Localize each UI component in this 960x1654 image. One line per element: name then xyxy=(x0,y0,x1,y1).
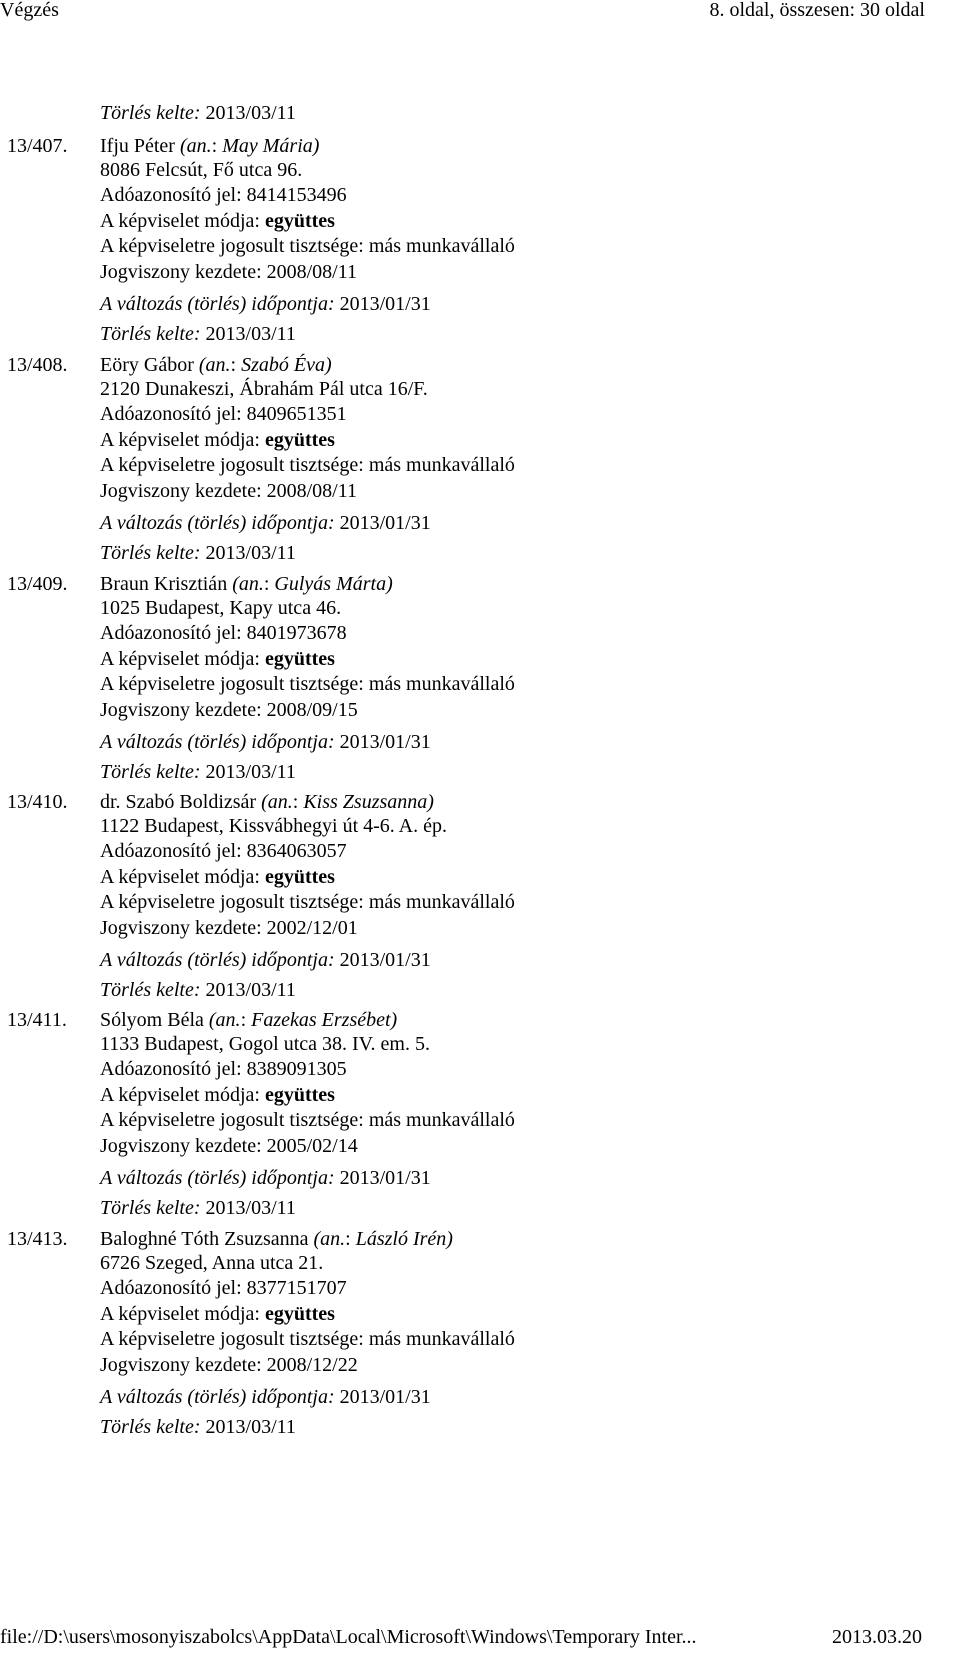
employment-start-label: Jogviszony kezdete: xyxy=(100,699,267,721)
address xyxy=(100,1031,430,1057)
deletion-date-label: Törlés kelte: xyxy=(100,1197,206,1219)
representation-mode-line xyxy=(100,427,335,453)
position-text: A képviseletre jogosult tisztsége: más munkavállaló xyxy=(100,1328,515,1350)
address xyxy=(100,376,428,402)
employment-start-label: Jogviszony kezdete: xyxy=(100,261,267,283)
change-date-line xyxy=(100,510,431,536)
an-open: (an. xyxy=(308,1228,346,1250)
entry-number: 13/410. xyxy=(7,791,68,813)
employment-start: 2008/08/11 xyxy=(266,261,357,283)
representation-mode-value: együttes xyxy=(264,648,335,670)
an-open: (an. xyxy=(193,354,231,376)
deletion-date-line xyxy=(100,540,296,566)
position-text: A képviseletre jogosult tisztsége: más munkavállaló xyxy=(100,1109,515,1131)
position-line xyxy=(100,671,515,697)
deletion-date: 2013/03/11 xyxy=(205,542,296,564)
change-date-label: A változás (törlés) időpontja: xyxy=(100,1167,340,1189)
entry-number: 13/408. xyxy=(7,354,68,376)
representation-mode-label: A képviselet módja: xyxy=(100,866,265,888)
representation-mode-label: A képviselet módja: xyxy=(100,429,265,451)
mother-name: Gulyás Márta xyxy=(274,573,387,595)
employment-start: 2008/08/11 xyxy=(266,480,357,502)
representation-mode-value: együttes xyxy=(264,866,335,888)
address-text: 1133 Budapest, Gogol utca 38. IV. em. 5. xyxy=(100,1033,430,1055)
entry-number: 13/407. xyxy=(7,135,68,157)
representation-mode-label: A képviselet módja: xyxy=(100,210,265,232)
document-title: Végzés xyxy=(0,0,59,21)
deletion-date-line xyxy=(100,1195,296,1221)
an-colon: : xyxy=(240,1009,252,1031)
an-open: (an. xyxy=(174,135,212,157)
position-line xyxy=(100,233,515,259)
entry-number: 13/413. xyxy=(7,1228,68,1250)
employment-start-line xyxy=(100,478,357,504)
an-colon: : xyxy=(345,1228,356,1250)
change-date-line xyxy=(100,291,431,317)
position-text: A képviseletre jogosult tisztsége: más munkavállaló xyxy=(100,891,515,913)
employment-start: 2002/12/01 xyxy=(266,917,358,939)
an-colon: : xyxy=(292,791,304,813)
change-date: 2013/01/31 xyxy=(339,731,431,753)
tax-id-label: Adóazonosító jel: xyxy=(100,622,247,644)
change-date-label: A változás (törlés) időpontja: xyxy=(100,1386,340,1408)
representation-mode-line xyxy=(100,1082,335,1108)
tax-id: 8389091305 xyxy=(246,1058,347,1080)
mother-name: Kiss Zsuzsanna xyxy=(303,791,428,813)
representation-mode-value: együttes xyxy=(264,1084,335,1106)
position-line xyxy=(100,889,515,915)
mother-name: Szabó Éva xyxy=(241,354,325,376)
an-colon: : xyxy=(211,135,223,157)
tax-id: 8364063057 xyxy=(246,840,347,862)
name-line xyxy=(100,1226,453,1252)
deletion-date-line xyxy=(100,321,296,347)
tax-id: 8414153496 xyxy=(246,184,347,206)
representation-mode-label: A képviselet módja: xyxy=(100,648,265,670)
change-date-label: A változás (törlés) időpontja: xyxy=(100,731,340,753)
deletion-date-label: Törlés kelte: xyxy=(100,979,206,1001)
employment-start-label: Jogviszony kezdete: xyxy=(100,1354,267,1376)
address-text: 2120 Dunakeszi, Ábrahám Pál utca 16/F. xyxy=(100,378,428,400)
employment-start-line xyxy=(100,697,358,723)
deletion-date: 2013/03/11 xyxy=(205,979,296,1001)
change-date: 2013/01/31 xyxy=(339,1167,431,1189)
deletion-date-line xyxy=(100,759,296,785)
person-name: Eöry Gábor xyxy=(100,354,194,376)
tax-id-label: Adóazonosító jel: xyxy=(100,403,247,425)
deletion-date: 2013/03/11 xyxy=(205,1197,296,1219)
change-date-label: A változás (törlés) időpontja: xyxy=(100,949,340,971)
tax-id-line xyxy=(100,182,347,208)
page-header xyxy=(0,0,925,23)
deletion-date-line xyxy=(100,1414,296,1440)
tax-id-line xyxy=(100,838,347,864)
deletion-date: 2013/03/11 xyxy=(205,761,296,783)
mother-name: László Irén xyxy=(355,1228,447,1250)
employment-start-line xyxy=(100,915,358,941)
tax-id-line xyxy=(100,1056,347,1082)
an-close: ) xyxy=(446,1228,453,1250)
address-text: 1122 Budapest, Kissvábhegyi út 4-6. A. ép. xyxy=(100,815,448,837)
deletion-date-label: Törlés kelte: xyxy=(100,761,206,783)
an-open: (an. xyxy=(203,1009,241,1031)
person-name: Baloghné Tóth Zsuzsanna xyxy=(100,1228,309,1250)
person-name: Ifju Péter xyxy=(100,135,175,157)
an-colon: : xyxy=(263,573,275,595)
representation-mode-label: A képviselet módja: xyxy=(100,1303,265,1325)
tax-id-label: Adóazonosító jel: xyxy=(100,1277,247,1299)
print-date: 2013.03.20 xyxy=(832,1626,922,1648)
employment-start-label: Jogviszony kezdete: xyxy=(100,480,267,502)
change-date-line xyxy=(100,1165,431,1191)
position-line xyxy=(100,1107,515,1133)
employment-start-label: Jogviszony kezdete: xyxy=(100,917,267,939)
representation-mode-label: A képviselet módja: xyxy=(100,1084,265,1106)
entry-number: 13/409. xyxy=(7,573,68,595)
an-colon: : xyxy=(230,354,242,376)
representation-mode-value: együttes xyxy=(264,429,335,451)
representation-mode-line xyxy=(100,864,335,890)
address xyxy=(100,595,341,621)
deletion-date-label: Törlés kelte: xyxy=(100,1416,206,1438)
page-footer xyxy=(0,1624,922,1654)
person-name: Sólyom Béla xyxy=(100,1009,204,1031)
change-date: 2013/01/31 xyxy=(339,949,431,971)
file-path: file://D:\users\mosonyiszabolcs\AppData\Local\Microsoft\Windows\Temporary Inter... xyxy=(0,1626,697,1648)
employment-start: 2008/12/22 xyxy=(266,1354,358,1376)
mother-name: Fazekas Erzsébet xyxy=(251,1009,391,1031)
employment-start-line xyxy=(100,259,357,285)
change-date: 2013/01/31 xyxy=(339,1386,431,1408)
change-date: 2013/01/31 xyxy=(339,512,431,534)
representation-mode-line xyxy=(100,208,335,234)
position-line xyxy=(100,1326,515,1352)
an-close: ) xyxy=(386,573,393,595)
an-close: ) xyxy=(312,135,320,157)
an-close: ) xyxy=(390,1009,398,1031)
tax-id-line xyxy=(100,620,347,646)
change-date-line xyxy=(100,1384,431,1410)
name-line xyxy=(100,571,393,597)
tax-id-label: Adóazonosító jel: xyxy=(100,184,247,206)
entry-number: 13/411. xyxy=(7,1009,67,1031)
position-line xyxy=(100,452,515,478)
tax-id: 8401973678 xyxy=(246,622,347,644)
representation-mode-line xyxy=(100,646,335,672)
an-close: ) xyxy=(324,354,332,376)
position-text: A képviseletre jogosult tisztsége: más munkavállaló xyxy=(100,673,515,695)
employment-start-label: Jogviszony kezdete: xyxy=(100,1135,267,1157)
address xyxy=(100,1250,323,1276)
tax-id-label: Adóazonosító jel: xyxy=(100,840,247,862)
name-line xyxy=(100,133,319,159)
address-text: 1025 Budapest, Kapy utca 46. xyxy=(100,597,342,619)
deletion-date-line xyxy=(100,977,296,1003)
address xyxy=(100,813,447,839)
change-date-line xyxy=(100,947,431,973)
address-text: 6726 Szeged, Anna utca 21. xyxy=(100,1252,324,1274)
name-line xyxy=(100,1007,397,1033)
employment-start: 2008/09/15 xyxy=(266,699,358,721)
employment-start: 2005/02/14 xyxy=(266,1135,358,1157)
representation-mode-line xyxy=(100,1301,335,1327)
employment-start-line xyxy=(100,1352,358,1378)
deletion-date: 2013/03/11 xyxy=(205,323,296,345)
change-date-label: A változás (törlés) időpontja: xyxy=(100,293,340,315)
tax-id: 8409651351 xyxy=(246,403,347,425)
address-text: 8086 Felcsút, Fő utca 96. xyxy=(100,159,303,181)
deletion-date: 2013/03/11 xyxy=(205,1416,296,1438)
person-name: Braun Krisztián xyxy=(100,573,228,595)
tax-id: 8377151707 xyxy=(246,1277,347,1299)
change-date-label: A változás (törlés) időpontja: xyxy=(100,512,340,534)
position-text: A képviseletre jogosult tisztsége: más munkavállaló xyxy=(100,454,515,476)
employment-start-line xyxy=(100,1133,358,1159)
representation-mode-value: együttes xyxy=(264,1303,335,1325)
change-date-line xyxy=(100,729,431,755)
mother-name: May Mária xyxy=(222,135,313,157)
address xyxy=(100,157,302,183)
deletion-date-line: Törlés kelte: 2013/03/11 xyxy=(100,102,296,124)
name-line xyxy=(100,352,332,378)
deletion-date: 2013/03/11 xyxy=(205,102,296,124)
person-name: dr. Szabó Boldizsár xyxy=(100,791,257,813)
an-open: (an. xyxy=(256,791,293,813)
representation-mode-value: együttes xyxy=(264,210,335,232)
deletion-date-label: Törlés kelte: xyxy=(100,542,206,564)
tax-id-line xyxy=(100,1275,347,1301)
name-line xyxy=(100,789,434,815)
page-counter: 8. oldal, összesen: 30 oldal xyxy=(709,0,925,21)
deletion-date-label: Törlés kelte: xyxy=(100,323,206,345)
an-close: ) xyxy=(427,791,434,813)
change-date: 2013/01/31 xyxy=(339,293,431,315)
position-text: A képviseletre jogosult tisztsége: más munkavállaló xyxy=(100,235,515,257)
tax-id-line xyxy=(100,401,347,427)
an-open: (an. xyxy=(227,573,264,595)
tax-id-label: Adóazonosító jel: xyxy=(100,1058,247,1080)
